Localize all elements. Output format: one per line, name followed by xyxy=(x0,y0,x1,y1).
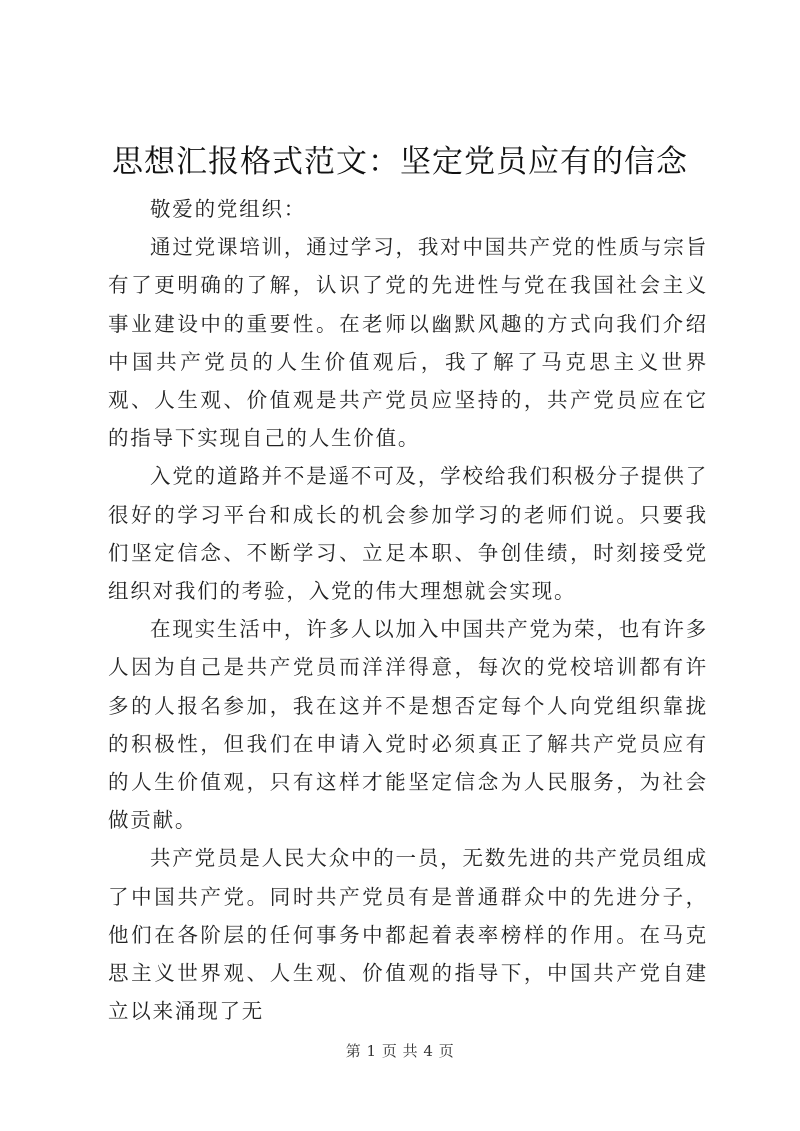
document-body xyxy=(108,190,708,1030)
paragraph-3: 在现实生活中，许多人以加入中国共产党为荣，也有许多人因为自己是共产党员而洋洋得意，每次的党校培训都有许多的人报名参加，我在这并不是想否定每个人向党组织靠拢的积极性，但我们在申请入党时必须真正了解共产党员应有的人生价值观，只有这样才能坚定信念为人民服务，为社会做贡献。 xyxy=(108,617,708,833)
paragraph-4: 共产党员是人民大众中的一员，无数先进的共产党员组成了中国共产党。同时共产党员有是普通群众中的先进分子，他们在各阶层的任何事务中都起着表率榜样的作用。在马克思主义世界观、人生观、价值观的指导下，中国共产党自建立以来涌现了无 xyxy=(108,846,708,1024)
page-number-footer: 第 1 页 共 4 页 xyxy=(345,1042,455,1060)
document-title: 思想汇报格式范文：坚定党员应有的信念 xyxy=(112,144,688,180)
paragraph-2: 入党的道路并不是遥不可及，学校给我们积极分子提供了很好的学习平台和成长的机会参加学习的老师们说。只要我们坚定信念、不断学习、立足本职、争创佳绩，时刻接受党组织对我们的考验，入党的伟大理想就会实现。 xyxy=(108,464,708,604)
salutation: 敬爱的党组织： xyxy=(150,197,307,221)
paragraph-1: 通过党课培训，通过学习，我对中国共产党的性质与宗旨有了更明确的了解，认识了党的先进性与党在我国社会主义事业建设中的重要性。在老师以幽默风趣的方式向我们介绍中国共产党员的人生价值观后，我了解了马克思主义世界观、人生观、价值观是共产党员应坚持的，共产党员应在它的指导下实现自己的人生价值。 xyxy=(108,235,708,451)
